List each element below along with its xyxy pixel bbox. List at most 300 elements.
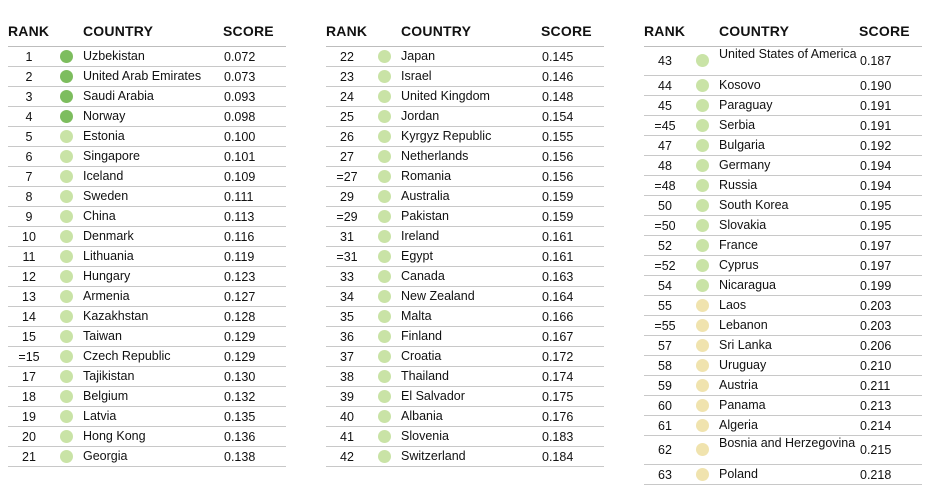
table-row bbox=[8, 387, 286, 407]
tier-dot-icon bbox=[378, 170, 391, 183]
table-row bbox=[8, 167, 286, 187]
score-cell: 0.197 bbox=[860, 239, 892, 253]
score-cell: 0.215 bbox=[860, 443, 892, 457]
rank-cell: 39 bbox=[340, 390, 354, 404]
tier-dot-icon bbox=[60, 430, 73, 443]
country-cell: Israel bbox=[401, 69, 432, 83]
country-cell: Sri Lanka bbox=[719, 338, 772, 352]
tier-dot-icon bbox=[696, 239, 709, 252]
tier-dot-icon bbox=[696, 359, 709, 372]
country-cell: Ireland bbox=[401, 229, 440, 243]
country-header: COUNTRY bbox=[401, 23, 472, 39]
table-row bbox=[8, 187, 286, 207]
country-cell: Poland bbox=[719, 467, 758, 481]
table-row bbox=[644, 156, 922, 176]
score-cell: 0.166 bbox=[542, 310, 574, 324]
rank-cell: 54 bbox=[658, 279, 672, 293]
table-row bbox=[644, 96, 922, 116]
score-cell: 0.098 bbox=[224, 110, 256, 124]
table-body bbox=[8, 47, 286, 467]
tier-dot-icon bbox=[696, 379, 709, 392]
tier-dot-icon bbox=[60, 90, 73, 103]
score-cell: 0.135 bbox=[224, 410, 256, 424]
rank-cell: 6 bbox=[25, 150, 33, 164]
country-cell: Uruguay bbox=[719, 358, 767, 372]
table-row bbox=[8, 87, 286, 107]
tier-dot-icon bbox=[60, 230, 73, 243]
score-cell: 0.206 bbox=[860, 339, 892, 353]
country-cell: El Salvador bbox=[401, 389, 465, 403]
country-cell: Taiwan bbox=[83, 329, 122, 343]
score-cell: 0.073 bbox=[224, 70, 256, 84]
rank-cell: 12 bbox=[22, 270, 36, 284]
rank-cell: 4 bbox=[25, 110, 33, 124]
tier-dot-icon bbox=[60, 390, 73, 403]
rank-cell: =27 bbox=[336, 170, 358, 184]
score-header: SCORE bbox=[223, 23, 274, 39]
score-cell: 0.161 bbox=[542, 250, 574, 264]
table-row bbox=[8, 347, 286, 367]
tier-dot-icon bbox=[60, 130, 73, 143]
rank-cell: =45 bbox=[654, 119, 676, 133]
tier-dot-icon bbox=[378, 270, 391, 283]
country-cell: Switzerland bbox=[401, 449, 466, 463]
country-cell: Netherlands bbox=[401, 149, 469, 163]
country-cell: Paraguay bbox=[719, 98, 773, 112]
country-cell: Hungary bbox=[83, 269, 131, 283]
table-row bbox=[8, 287, 286, 307]
rank-cell: =55 bbox=[654, 319, 676, 333]
tier-dot-icon bbox=[60, 370, 73, 383]
rank-cell: 24 bbox=[340, 90, 354, 104]
score-cell: 0.194 bbox=[860, 179, 892, 193]
table-row bbox=[326, 267, 604, 287]
country-cell: Russia bbox=[719, 178, 758, 192]
score-cell: 0.197 bbox=[860, 259, 892, 273]
table-row bbox=[326, 427, 604, 447]
score-cell: 0.203 bbox=[860, 299, 892, 313]
table-row bbox=[8, 67, 286, 87]
score-cell: 0.154 bbox=[542, 110, 574, 124]
tier-dot-icon bbox=[378, 370, 391, 383]
country-header: COUNTRY bbox=[83, 23, 154, 39]
table-row bbox=[326, 367, 604, 387]
tier-dot-icon bbox=[60, 350, 73, 363]
table-row bbox=[8, 227, 286, 247]
rank-cell: 10 bbox=[22, 230, 36, 244]
score-cell: 0.164 bbox=[542, 290, 574, 304]
country-cell: Albania bbox=[401, 409, 443, 423]
rank-cell: 19 bbox=[22, 410, 36, 424]
tier-dot-icon bbox=[696, 139, 709, 152]
score-cell: 0.155 bbox=[542, 130, 574, 144]
score-cell: 0.192 bbox=[860, 139, 892, 153]
table-row bbox=[644, 336, 922, 356]
score-cell: 0.119 bbox=[224, 250, 255, 264]
table-row bbox=[326, 47, 604, 67]
score-cell: 0.127 bbox=[224, 290, 256, 304]
tier-dot-icon bbox=[60, 290, 73, 303]
rank-header: RANK bbox=[644, 23, 686, 39]
country-cell: Lebanon bbox=[719, 318, 768, 332]
rank-cell: 31 bbox=[340, 230, 354, 244]
country-cell: Thailand bbox=[401, 369, 449, 383]
tier-dot-icon bbox=[696, 443, 709, 456]
table-row bbox=[8, 407, 286, 427]
tier-dot-icon bbox=[378, 50, 391, 63]
country-cell: Saudi Arabia bbox=[83, 89, 154, 103]
ranking-table-2 bbox=[326, 18, 604, 467]
table-row bbox=[644, 316, 922, 336]
table-row bbox=[644, 465, 922, 485]
score-cell: 0.136 bbox=[224, 430, 256, 444]
table-row bbox=[8, 107, 286, 127]
table-row bbox=[8, 307, 286, 327]
tier-dot-icon bbox=[696, 319, 709, 332]
rank-cell: 34 bbox=[340, 290, 354, 304]
country-cell: United Kingdom bbox=[401, 89, 490, 103]
rank-cell: 42 bbox=[340, 450, 354, 464]
country-cell: Japan bbox=[401, 49, 436, 63]
ranking-table-3 bbox=[644, 18, 922, 485]
country-cell: Malta bbox=[401, 309, 432, 323]
score-header: SCORE bbox=[541, 23, 592, 39]
country-cell: Canada bbox=[401, 269, 445, 283]
table-row bbox=[8, 427, 286, 447]
score-cell: 0.128 bbox=[224, 310, 256, 324]
score-cell: 0.176 bbox=[542, 410, 574, 424]
country-cell: Laos bbox=[719, 298, 747, 312]
rank-cell: =15 bbox=[18, 350, 40, 364]
score-cell: 0.159 bbox=[542, 210, 574, 224]
tier-dot-icon bbox=[696, 468, 709, 481]
country-cell: Austria bbox=[719, 378, 758, 392]
rank-cell: 1 bbox=[25, 50, 33, 64]
score-cell: 0.190 bbox=[860, 79, 892, 93]
country-cell: Belgium bbox=[83, 389, 129, 403]
country-cell: Nicaragua bbox=[719, 278, 776, 292]
rank-cell: =48 bbox=[654, 179, 676, 193]
country-cell: Egypt bbox=[401, 249, 433, 263]
score-cell: 0.203 bbox=[860, 319, 892, 333]
tier-dot-icon bbox=[378, 150, 391, 163]
score-cell: 0.163 bbox=[542, 270, 574, 284]
country-cell: Armenia bbox=[83, 289, 130, 303]
score-cell: 0.130 bbox=[224, 370, 256, 384]
rank-cell: 60 bbox=[658, 399, 672, 413]
country-cell: Sweden bbox=[83, 189, 129, 203]
tier-dot-icon bbox=[378, 310, 391, 323]
rank-header: RANK bbox=[8, 23, 50, 39]
country-cell: Tajikistan bbox=[83, 369, 135, 383]
tier-dot-icon bbox=[378, 430, 391, 443]
table-row bbox=[644, 416, 922, 436]
country-cell: Singapore bbox=[83, 149, 140, 163]
rank-cell: 3 bbox=[25, 90, 33, 104]
tier-dot-icon bbox=[378, 410, 391, 423]
country-cell: Latvia bbox=[83, 409, 117, 423]
table-row bbox=[8, 367, 286, 387]
country-cell: Slovakia bbox=[719, 218, 767, 232]
country-cell: Panama bbox=[719, 398, 766, 412]
rank-cell: 38 bbox=[340, 370, 354, 384]
table-row bbox=[644, 256, 922, 276]
tier-dot-icon bbox=[378, 350, 391, 363]
table-row bbox=[644, 376, 922, 396]
score-cell: 0.175 bbox=[542, 390, 574, 404]
table-row bbox=[326, 307, 604, 327]
rank-cell: 58 bbox=[658, 359, 672, 373]
rank-cell: 37 bbox=[340, 350, 354, 364]
score-cell: 0.211 bbox=[860, 379, 891, 393]
score-cell: 0.072 bbox=[224, 50, 256, 64]
tier-dot-icon bbox=[60, 150, 73, 163]
country-cell: Norway bbox=[83, 109, 126, 123]
score-cell: 0.145 bbox=[542, 50, 574, 64]
rank-cell: 33 bbox=[340, 270, 354, 284]
country-cell: Finland bbox=[401, 329, 442, 343]
table-row bbox=[8, 247, 286, 267]
table-row bbox=[326, 147, 604, 167]
country-cell: China bbox=[83, 209, 116, 223]
table-row bbox=[326, 67, 604, 87]
table-row bbox=[326, 127, 604, 147]
table-row bbox=[326, 107, 604, 127]
table-row bbox=[644, 276, 922, 296]
table-row bbox=[644, 76, 922, 96]
score-cell: 0.194 bbox=[860, 159, 892, 173]
rank-cell: 25 bbox=[340, 110, 354, 124]
rank-cell: 21 bbox=[22, 450, 36, 464]
table-row bbox=[8, 207, 286, 227]
rank-cell: 43 bbox=[658, 54, 672, 68]
tier-dot-icon bbox=[696, 54, 709, 67]
tier-dot-icon bbox=[696, 99, 709, 112]
tier-dot-icon bbox=[60, 210, 73, 223]
table-row bbox=[644, 136, 922, 156]
tier-dot-icon bbox=[60, 70, 73, 83]
rank-cell: 35 bbox=[340, 310, 354, 324]
country-cell: Slovenia bbox=[401, 429, 449, 443]
table-row bbox=[644, 236, 922, 256]
score-cell: 0.148 bbox=[542, 90, 574, 104]
tier-dot-icon bbox=[60, 450, 73, 463]
score-cell: 0.213 bbox=[860, 399, 892, 413]
score-cell: 0.183 bbox=[542, 430, 574, 444]
tier-dot-icon bbox=[696, 299, 709, 312]
table-row bbox=[644, 296, 922, 316]
score-cell: 0.191 bbox=[860, 99, 892, 113]
tier-dot-icon bbox=[60, 110, 73, 123]
country-cell: Kosovo bbox=[719, 78, 761, 92]
score-cell: 0.218 bbox=[860, 468, 892, 482]
score-cell: 0.132 bbox=[224, 390, 256, 404]
rank-cell: 2 bbox=[25, 70, 33, 84]
country-cell: Romania bbox=[401, 169, 452, 183]
table-body bbox=[326, 47, 604, 467]
country-cell: Kazakhstan bbox=[83, 309, 149, 323]
table-row bbox=[644, 176, 922, 196]
tier-dot-icon bbox=[378, 190, 391, 203]
table-row bbox=[326, 247, 604, 267]
rank-cell: 36 bbox=[340, 330, 354, 344]
tier-dot-icon bbox=[378, 230, 391, 243]
rank-cell: 14 bbox=[22, 310, 36, 324]
tier-dot-icon bbox=[378, 390, 391, 403]
tier-dot-icon bbox=[696, 159, 709, 172]
tier-dot-icon bbox=[696, 79, 709, 92]
rank-cell: 48 bbox=[658, 159, 672, 173]
score-cell: 0.111 bbox=[224, 190, 254, 204]
country-cell: Algeria bbox=[719, 418, 758, 432]
tier-dot-icon bbox=[60, 190, 73, 203]
tier-dot-icon bbox=[378, 110, 391, 123]
country-cell: Bulgaria bbox=[719, 138, 765, 152]
rank-cell: 55 bbox=[658, 299, 672, 313]
country-cell: France bbox=[719, 238, 758, 252]
rank-cell: 23 bbox=[340, 70, 354, 84]
country-cell: Iceland bbox=[83, 169, 124, 183]
tier-dot-icon bbox=[378, 90, 391, 103]
rank-cell: 47 bbox=[658, 139, 672, 153]
rank-cell: 15 bbox=[22, 330, 36, 344]
country-cell: Czech Republic bbox=[83, 349, 171, 363]
country-cell: Uzbekistan bbox=[83, 49, 145, 63]
table-row bbox=[8, 127, 286, 147]
table-row bbox=[326, 207, 604, 227]
rank-cell: 62 bbox=[658, 443, 672, 457]
score-cell: 0.129 bbox=[224, 350, 256, 364]
rank-cell: 57 bbox=[658, 339, 672, 353]
table-header bbox=[644, 18, 922, 47]
country-cell: Serbia bbox=[719, 118, 756, 132]
table-row bbox=[8, 327, 286, 347]
score-cell: 0.184 bbox=[542, 450, 574, 464]
country-cell: Bosnia and Herzegovina bbox=[719, 436, 856, 450]
table-header bbox=[8, 18, 286, 47]
country-cell: Cyprus bbox=[719, 258, 759, 272]
tier-dot-icon bbox=[696, 339, 709, 352]
country-header: COUNTRY bbox=[719, 23, 790, 39]
rank-cell: 27 bbox=[340, 150, 354, 164]
score-cell: 0.156 bbox=[542, 170, 574, 184]
country-cell: United States of America bbox=[719, 47, 857, 61]
score-cell: 0.101 bbox=[224, 150, 256, 164]
country-cell: Estonia bbox=[83, 129, 125, 143]
tier-dot-icon bbox=[696, 119, 709, 132]
rank-cell: 17 bbox=[22, 370, 36, 384]
tier-dot-icon bbox=[378, 210, 391, 223]
table-row bbox=[644, 116, 922, 136]
tier-dot-icon bbox=[60, 170, 73, 183]
rank-header: RANK bbox=[326, 23, 368, 39]
rank-cell: 50 bbox=[658, 199, 672, 213]
score-cell: 0.172 bbox=[542, 350, 574, 364]
rank-cell: 9 bbox=[25, 210, 33, 224]
table-row bbox=[644, 47, 922, 76]
country-cell: Croatia bbox=[401, 349, 442, 363]
rank-cell: =52 bbox=[654, 259, 676, 273]
score-cell: 0.187 bbox=[860, 54, 892, 68]
rank-cell: 41 bbox=[340, 430, 354, 444]
table-row bbox=[644, 356, 922, 376]
table-row bbox=[326, 347, 604, 367]
tier-dot-icon bbox=[378, 450, 391, 463]
table-row bbox=[326, 447, 604, 467]
rank-cell: =29 bbox=[336, 210, 358, 224]
table-row bbox=[8, 267, 286, 287]
score-cell: 0.100 bbox=[224, 130, 256, 144]
score-cell: 0.156 bbox=[542, 150, 574, 164]
tier-dot-icon bbox=[60, 410, 73, 423]
country-cell: Pakistan bbox=[401, 209, 449, 223]
ranking-table-1 bbox=[8, 18, 286, 467]
table-row bbox=[326, 327, 604, 347]
tier-dot-icon bbox=[696, 259, 709, 272]
tier-dot-icon bbox=[696, 279, 709, 292]
table-row bbox=[644, 216, 922, 236]
tier-dot-icon bbox=[696, 399, 709, 412]
table-row bbox=[8, 47, 286, 67]
rank-cell: 63 bbox=[658, 468, 672, 482]
table-row bbox=[326, 407, 604, 427]
rank-cell: 45 bbox=[658, 99, 672, 113]
rank-cell: 22 bbox=[340, 50, 354, 64]
rank-cell: 7 bbox=[25, 170, 33, 184]
country-cell: Denmark bbox=[83, 229, 134, 243]
rank-cell: 26 bbox=[340, 130, 354, 144]
country-cell: Lithuania bbox=[83, 249, 134, 263]
table-row bbox=[326, 87, 604, 107]
score-cell: 0.167 bbox=[542, 330, 574, 344]
score-cell: 0.199 bbox=[860, 279, 892, 293]
tier-dot-icon bbox=[60, 330, 73, 343]
rank-cell: =50 bbox=[654, 219, 676, 233]
score-header: SCORE bbox=[859, 23, 910, 39]
score-cell: 0.123 bbox=[224, 270, 256, 284]
rank-cell: 40 bbox=[340, 410, 354, 424]
score-cell: 0.109 bbox=[224, 170, 256, 184]
country-cell: Australia bbox=[401, 189, 450, 203]
score-cell: 0.138 bbox=[224, 450, 256, 464]
tier-dot-icon bbox=[378, 130, 391, 143]
score-cell: 0.195 bbox=[860, 219, 892, 233]
tier-dot-icon bbox=[696, 419, 709, 432]
score-cell: 0.129 bbox=[224, 330, 256, 344]
country-cell: Georgia bbox=[83, 449, 128, 463]
table-row bbox=[644, 396, 922, 416]
country-cell: Jordan bbox=[401, 109, 440, 123]
score-cell: 0.146 bbox=[542, 70, 574, 84]
table-row bbox=[326, 387, 604, 407]
rank-cell: 61 bbox=[658, 419, 672, 433]
rank-cell: 52 bbox=[658, 239, 672, 253]
tier-dot-icon bbox=[378, 70, 391, 83]
country-cell: United Arab Emirates bbox=[83, 69, 202, 83]
table-row bbox=[326, 187, 604, 207]
tier-dot-icon bbox=[378, 250, 391, 263]
score-cell: 0.093 bbox=[224, 90, 256, 104]
rank-cell: 8 bbox=[25, 190, 33, 204]
table-body bbox=[644, 47, 922, 485]
score-cell: 0.214 bbox=[860, 419, 892, 433]
rank-cell: 59 bbox=[658, 379, 672, 393]
country-cell: Germany bbox=[719, 158, 771, 172]
rank-cell: 20 bbox=[22, 430, 36, 444]
rank-cell: 29 bbox=[340, 190, 354, 204]
table-row bbox=[326, 287, 604, 307]
tier-dot-icon bbox=[696, 199, 709, 212]
